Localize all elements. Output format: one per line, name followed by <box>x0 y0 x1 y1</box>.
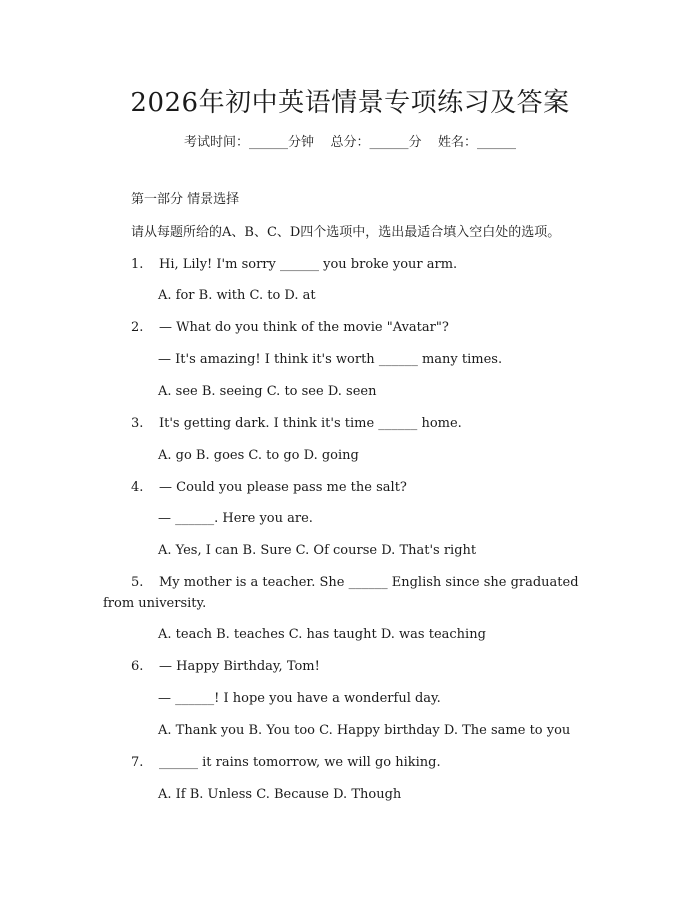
question-number: 2. <box>131 320 144 335</box>
question-text: ______ it rains tomorrow, we will go hiking. <box>159 755 441 770</box>
question-5-line-2: from university. <box>103 596 207 611</box>
question-number: 3. <box>131 416 144 431</box>
question-number: 4. <box>131 480 144 495</box>
question-4-line-2: — ______. Here you are. <box>158 511 313 526</box>
question-3-options: A. go B. goes C. to go D. going <box>158 448 359 463</box>
question-7-options: A. If B. Unless C. Because D. Though <box>158 787 402 802</box>
question-text: My mother is a teacher. She ______ English since she graduated <box>159 575 579 590</box>
exam-info-line: 考试时间：______分钟 总分：______分 姓名：______ <box>183 135 517 150</box>
question-2-line-2: — It's amazing! I think it's worth ______ many times. <box>158 352 503 367</box>
question-7 <box>131 753 441 773</box>
question-6-options: A. Thank you B. You too C. Happy birthday D. The same to you <box>158 723 571 738</box>
question-text: — What do you think of the movie "Avatar"? <box>159 320 449 335</box>
question-5 <box>131 573 579 593</box>
question-number: 7. <box>131 755 144 770</box>
section-heading: 第一部分 情景选择 <box>131 192 240 207</box>
question-4-options: A. Yes, I can B. Sure C. Of course D. That's right <box>158 543 477 558</box>
question-2-options: A. see B. seeing C. to see D. seen <box>158 384 377 399</box>
question-number: 1. <box>131 257 144 272</box>
question-text: It's getting dark. I think it's time ______ home. <box>159 416 462 431</box>
question-text: — Could you please pass me the salt? <box>159 480 407 495</box>
question-5-options: A. teach B. teaches C. has taught D. was teaching <box>158 627 486 642</box>
page-title: 2026年初中英语情景专项练习及答案 <box>130 88 570 118</box>
question-4 <box>131 478 407 498</box>
question-number: 5. <box>131 575 144 590</box>
question-6-line-2: — ______! I hope you have a wonderful day. <box>158 691 441 706</box>
question-1 <box>131 255 457 275</box>
instruction-text: 请从每题所给的A、B、C、D四个选项中，选出最适合填入空白处的选项。 <box>131 225 561 240</box>
question-number: 6. <box>131 659 144 674</box>
question-text: Hi, Lily! I'm sorry ______ you broke your arm. <box>159 257 458 272</box>
question-1-options: A. for B. with C. to D. at <box>158 288 316 303</box>
question-2 <box>131 318 449 338</box>
question-6 <box>131 657 320 677</box>
question-3 <box>131 414 462 434</box>
question-text: — Happy Birthday, Tom! <box>159 659 320 674</box>
